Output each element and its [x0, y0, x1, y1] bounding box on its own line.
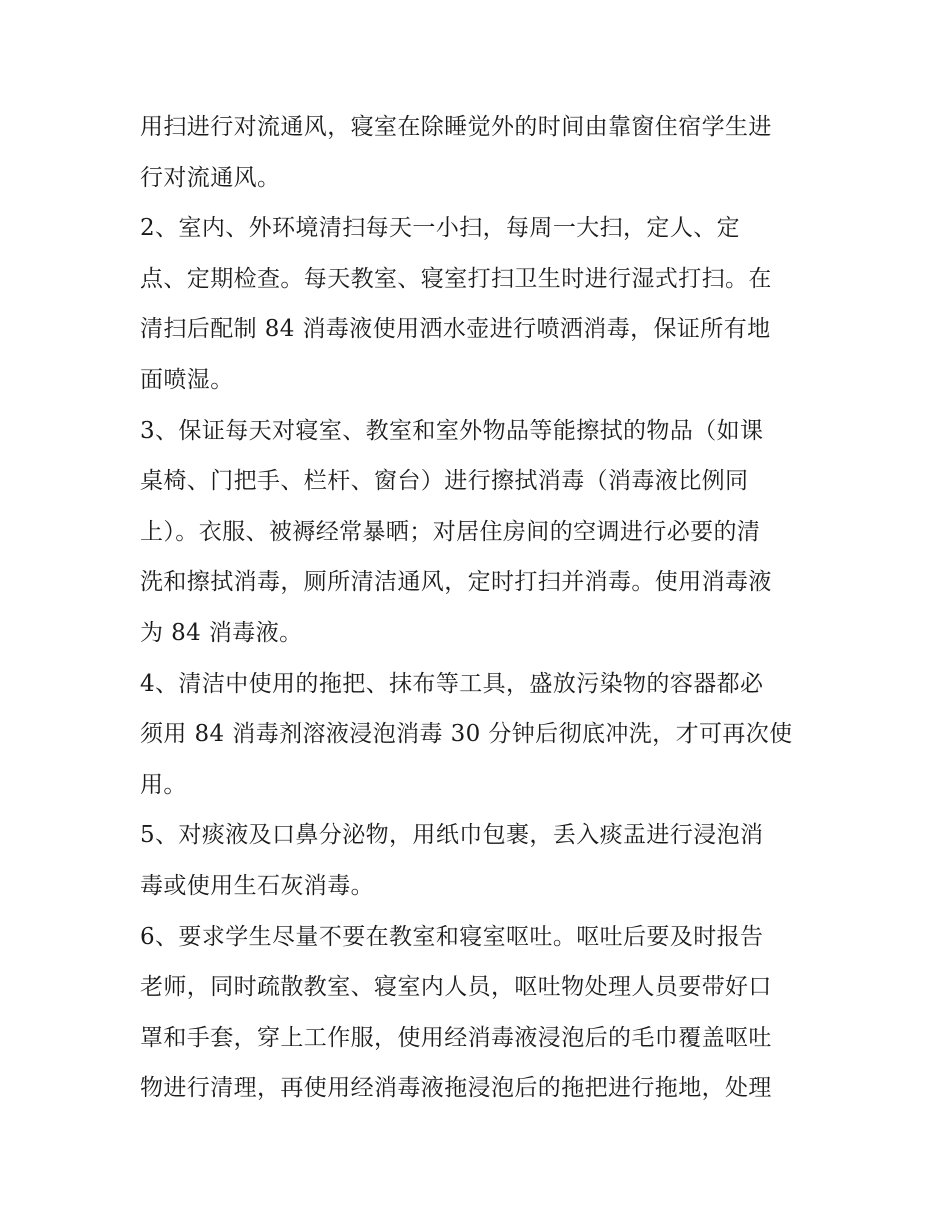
- text-line: 上）。衣服、被褥经常暴晒；对居住房间的空调进行必要的清: [140, 518, 761, 545]
- text-line: 2、室内、外环境清扫每天一小扫，每周一大扫，定人、定: [140, 215, 741, 242]
- text-line: 5、对痰液及口鼻分泌物，用纸巾包裹，丢入痰盂进行浸泡消: [140, 822, 764, 849]
- text-line: 桌椅、门把手、栏杆、窗台）进行擦拭消毒（消毒液比例同: [140, 468, 749, 495]
- text-line: 物进行清理，再使用经消毒液拖浸泡后的拖把进行拖地，处理: [140, 1075, 772, 1102]
- text-line: 3、保证每天对寝室、教室和室外物品等能擦拭的物品（如课: [140, 417, 764, 444]
- text-line: 老师，同时疏散教室、寝室内人员，呕吐物处理人员要带好口: [140, 974, 772, 1001]
- text-line: 毒或使用生石灰消毒。: [140, 872, 374, 899]
- text-line: 须用 84 消毒剂溶液浸泡消毒 30 分钟后彻底冲洗，才可再次使: [140, 721, 793, 748]
- text-line: 点、定期检查。每天教室、寝室打扫卫生时进行湿式打扫。在: [140, 265, 772, 292]
- text-line: 用。: [140, 771, 187, 798]
- text-line: 4、清洁中使用的拖把、抹布等工具，盛放污染物的容器都必: [140, 670, 764, 697]
- text-line: 行对流通风。: [140, 164, 281, 191]
- body-text: [140, 102, 820, 1114]
- text-line: 洗和擦拭消毒，厕所清洁通风，定时打扫并消毒。使用消毒液: [140, 569, 772, 596]
- text-line: 面喷湿。: [140, 366, 234, 393]
- text-line: 6、要求学生尽量不要在教室和寝室呕吐。呕吐后要及时报告: [140, 923, 764, 950]
- text-line: 为 84 消毒液。: [140, 619, 303, 646]
- text-line: 清扫后配制 84 消毒液使用洒水壶进行喷洒消毒，保证所有地: [140, 316, 771, 343]
- text-line: 用扫进行对流通风，寝室在除睡觉外的时间由靠窗住宿学生进: [140, 114, 772, 140]
- text-line: 罩和手套，穿上工作服，使用经消毒液浸泡后的毛巾覆盖呕吐: [140, 1024, 772, 1051]
